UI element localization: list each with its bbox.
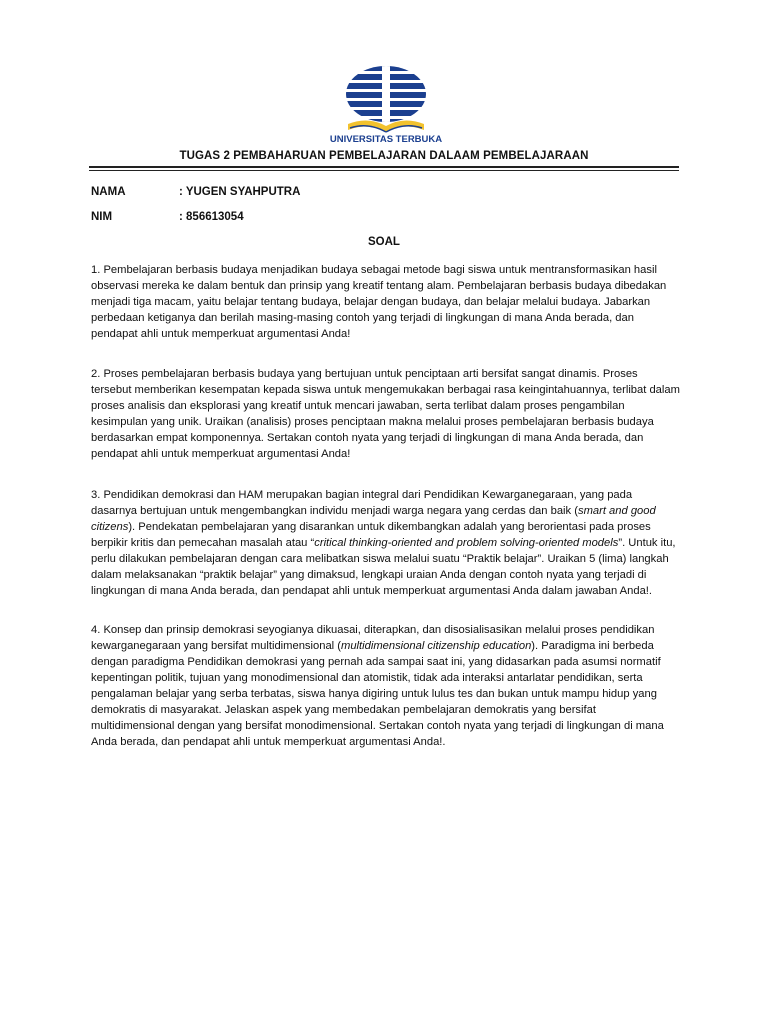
question-text: ). Pendekatan pembelajaran yang disarankan untuk dikembangkan adalah yang berorientasi pada proses berpikir kritis dan pemecahan masalah atau “ — [91, 521, 651, 549]
name-label: NAMA — [91, 186, 126, 198]
question-text: 4. Konsep dan prinsip demokrasi seyogianya dikuasai, diterapkan, dan disosialisasikan melalui proses pendidikan kewarganegaraan yang bersifat multidimensional ( — [91, 624, 655, 652]
name-value: : YUGEN SYAHPUTRA — [179, 186, 301, 198]
nim-value: : 856613054 — [179, 211, 244, 223]
svg-text:UNIVERSITAS TERBUKA: UNIVERSITAS TERBUKA — [329, 134, 443, 145]
question-text: ). Paradigma ini berbeda dengan paradigma Pendidikan demokrasi yang pernah ada sampai saat ini, yang didasarkan pada asumsi normatif kepentingan politik, tujuan yang monodimensional dan atomistik, tidak ada interaksi antarlatar pendidikan, serta pengalaman belajar yang serba terbatas, siswa hanya digiring untuk lulus tes dan bukan untuk mampu hidup yang demokratis di masyarakat. Jelaskan aspek yang membedakan pembelajaran demokratis yang bersifat multidimensional dengan yang bersifat monodimensional. Sertakan contoh nyata yang terjadi di lingkungan di mana Anda berada, dan pendapat ahli untuk memperkuat argumentasi Anda!. — [91, 640, 664, 748]
title-rule-thin — [89, 170, 679, 171]
question-text: 2. Proses pembelajaran berbasis budaya yang bertujuan untuk penciptaan arti bersifat sangat dinamis. Proses tersebut memberikan kesempatan kepada siswa untuk mengemukakan berbagai rasa keingintahuannya, terlibat dalam proses analisis dan eksplorasi yang kreatif untuk mencari jawaban, serta terlibat dalam proses pengambilan kesimpulan yang unik. Uraikan (analisis) proses penciptaan makna melalui proses pembelajaran berbasis budaya berdasarkan empat komponennya. Sertakan contoh nyata yang terjadi di lingkungan di mana Anda berada, dan pendapat ahli untuk memperkuat argumentasi Anda! — [91, 368, 680, 460]
question-1 — [91, 262, 681, 342]
nim-label: NIM — [91, 211, 113, 223]
question-text: ”. Untuk itu, perlu dilakukan pembelajaran dengan cara melibatkan siswa melalui suatu “Praktik belajar”. Uraikan 5 (lima) langkah dalam melaksanakan “praktik belajar” yang dimaksud, lengkapi uraian Anda dengan contoh nyata yang terjadi di lingkungan di mana Anda berada, dan pendapat ahli untuk memperkuat argumentasi Anda dalam jawaban Anda!. — [91, 537, 676, 597]
question-italic-term: smart and good citizens — [91, 505, 656, 533]
question-text: 1. Pembelajaran berbasis budaya menjadikan budaya sebagai metode bagi siswa untuk mentransformasikan hasil observasi mereka ke dalam bentuk dan prinsip yang kreatif tentang alam. Pembelajaran berbasis budaya dibedakan menjadi tiga macam, yaitu belajar tentang budaya, belajar dengan budaya, dan belajar melalui budaya. Jabarkan perbedaan ketiganya dan berilah masing-masing contoh yang terjadi di lingkungan di mana Anda berada, dan pendapat ahli untuk memperkuat argumentasi Anda! — [91, 264, 667, 340]
question-italic-term: critical thinking-oriented and problem solving-oriented models — [314, 537, 619, 549]
document-title: TUGAS 2 PEMBAHARUAN PEMBELAJARAN DALAAM PEMBELAJARAAN — [179, 150, 589, 162]
universitas-terbuka-logo — [329, 62, 443, 145]
section-heading: SOAL — [368, 236, 400, 248]
question-4 — [91, 622, 681, 750]
question-2 — [91, 366, 681, 462]
name-field — [91, 186, 300, 198]
logo-emblem-icon — [329, 62, 443, 145]
question-text: 3. Pendidikan demokrasi dan HAM merupakan bagian integral dari Pendidikan Kewarganegaraan, yang pada dasarnya bertujuan untuk mengembangkan individu menjadi warga negara yang cerdas dan baik ( — [91, 489, 633, 517]
question-3 — [91, 487, 681, 599]
nim-field — [91, 211, 244, 223]
question-italic-term: multidimensional citizenship education — [341, 640, 532, 652]
title-rule — [89, 166, 679, 168]
